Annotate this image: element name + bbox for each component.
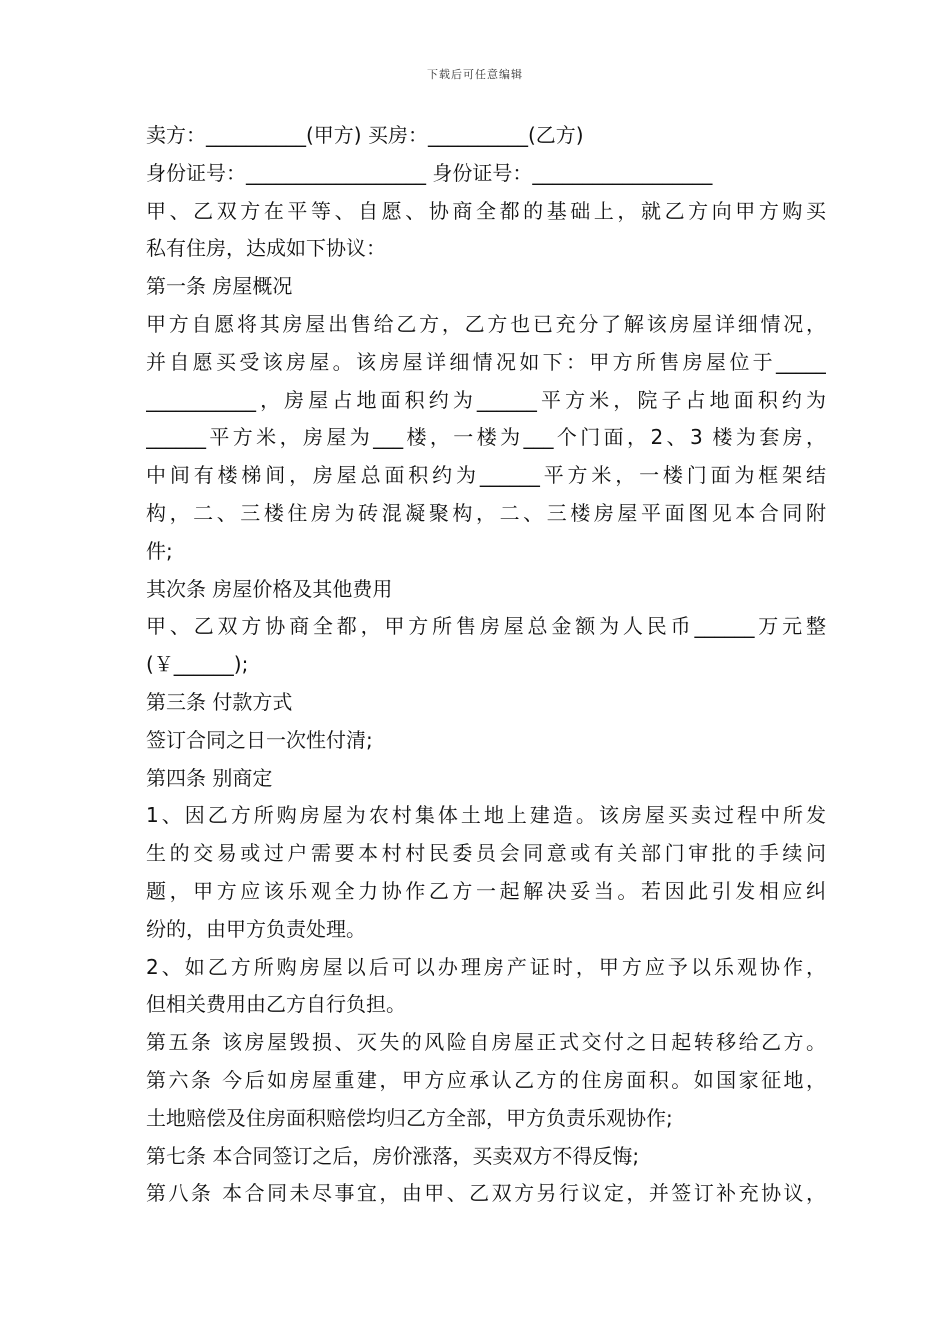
section-heading: 第八条 本合同未尽事宜，由甲、乙双方另行议定，并签订补充协议， — [146, 1181, 826, 1206]
text-line: 生的交易或过户需要本村村民委员会同意或有关部门审批的手续问 — [146, 841, 826, 866]
text-line: 土地赔偿及住房面积赔偿均归乙方全部，甲方负责乐观协作; — [146, 1105, 673, 1130]
text-line: 签订合同之日一次性付清; — [146, 727, 373, 752]
text-line: 中间有楼梯间，房屋总面积约为______平方米，一楼门面为框架结 — [146, 463, 826, 488]
text-line: 私有住房，达成如下协议： — [146, 236, 386, 261]
text-line: 甲方自愿将其房屋出售给乙方，乙方也已充分了解该房屋详细情况， — [146, 311, 826, 336]
section-heading: 第一条 房屋概况 — [146, 274, 293, 299]
section-heading: 第七条 本合同签订之后，房价涨落，买卖双方不得反悔; — [146, 1143, 640, 1168]
text-line: 件; — [146, 538, 173, 563]
text-line: 甲、乙双方在平等、自愿、协商全都的基础上，就乙方向甲方购买 — [146, 198, 826, 223]
section-heading: 第五条 该房屋毁损、灭失的风险自房屋正式交付之日起转移给乙方。 — [146, 1030, 826, 1055]
section-heading: 其次条 房屋价格及其他费用 — [146, 576, 393, 601]
text-line: 卖方：__________(甲方) 买房：__________(乙方) — [146, 123, 584, 147]
section-heading: 第三条 付款方式 — [146, 689, 293, 714]
text-line: ___________，房屋占地面积约为______平方米，院子占地面积约为 — [146, 387, 826, 412]
text-line: 纷的，由甲方负责处理。 — [146, 916, 366, 941]
text-line: 并自愿买受该房屋。该房屋详细情况如下：甲方所售房屋位于_____ — [146, 349, 826, 374]
text-line: 1、因乙方所购房屋为农村集体土地上建造。该房屋买卖过程中所发 — [146, 803, 826, 828]
text-line: 但相关费用由乙方自行负担。 — [146, 992, 406, 1017]
section-heading: 第六条 今后如房屋重建，甲方应承认乙方的住房面积。如国家征地， — [146, 1067, 826, 1092]
text-line: 甲、乙双方协商全都，甲方所售房屋总金额为人民币______万元整 — [146, 614, 826, 639]
text-line: 2、如乙方所购房屋以后可以办理房产证时，甲方应予以乐观协作， — [146, 954, 826, 979]
text-line: 身份证号：__________________ 身份证号：__________________ — [146, 160, 713, 185]
text-line: (￥______); — [146, 652, 249, 677]
section-heading: 第四条 别商定 — [146, 765, 273, 790]
contract-body — [146, 117, 826, 1213]
text-line: 题，甲方应该乐观全力协作乙方一起解决妥当。若因此引发相应纠 — [146, 878, 826, 903]
header-note: 下载后可任意编辑 — [427, 68, 523, 81]
text-line: ______平方米，房屋为___楼，一楼为___个门面，2、3 楼为套房， — [146, 425, 826, 450]
text-line: 构，二、三楼住房为砖混凝聚构，二、三楼房屋平面图见本合同附 — [146, 500, 826, 525]
